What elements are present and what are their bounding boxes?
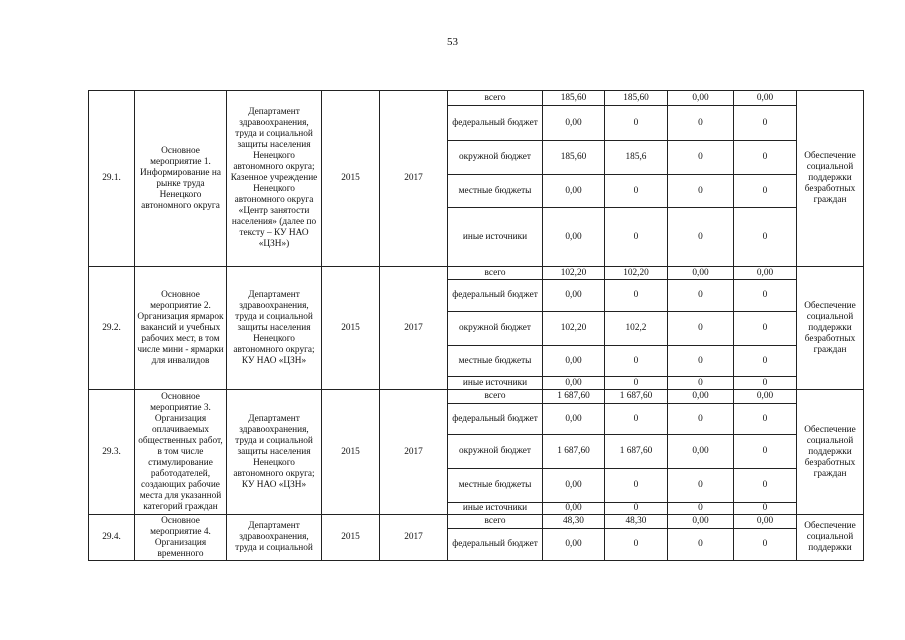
row-number: 29.4.: [89, 515, 135, 561]
measure-name: Основное мероприятие 2. Организация ярмарок вакансий и учебных рабочих мест, в том числе мини - ярмарки для инвалидов: [135, 267, 227, 390]
amount-2016: 0,00: [668, 91, 734, 106]
end-year: 2017: [380, 390, 448, 515]
amount-total: 0,00: [543, 208, 605, 267]
amount-2017: 0: [734, 377, 797, 390]
amount-2016: 0,00: [668, 435, 734, 469]
table-row: [89, 390, 864, 404]
amount-2016: 0: [668, 208, 734, 267]
amount-2015: 102,2: [605, 312, 668, 346]
amount-total: 185,60: [543, 91, 605, 106]
amount-2017: 0: [734, 208, 797, 267]
amount-total: 48,30: [543, 515, 605, 529]
amount-2016: 0: [668, 175, 734, 208]
source-name: всего: [448, 390, 543, 404]
amount-2016: 0: [668, 312, 734, 346]
source-name: иные источники: [448, 208, 543, 267]
amount-2017: 0: [734, 529, 797, 561]
amount-2017: 0,00: [734, 515, 797, 529]
amount-2016: 0,00: [668, 267, 734, 280]
amount-total: 1 687,60: [543, 390, 605, 404]
amount-2016: 0,00: [668, 390, 734, 404]
amount-total: 1 687,60: [543, 435, 605, 469]
amount-total: 102,20: [543, 312, 605, 346]
source-name: окружной бюджет: [448, 141, 543, 175]
source-name: местные бюджеты: [448, 346, 543, 377]
amount-2015: 1 687,60: [605, 390, 668, 404]
expected-result: Обеспечение социальной поддержки безработных граждан: [797, 91, 864, 267]
amount-2015: 1 687,60: [605, 435, 668, 469]
amount-2015: 0: [605, 175, 668, 208]
amount-2015: 0: [605, 404, 668, 435]
amount-2017: 0: [734, 312, 797, 346]
amount-2017: 0: [734, 106, 797, 141]
start-year: 2015: [322, 390, 380, 515]
amount-2017: 0,00: [734, 390, 797, 404]
measure-name: Основное мероприятие 4. Организация временного: [135, 515, 227, 561]
amount-2015: 0: [605, 377, 668, 390]
start-year: 2015: [322, 267, 380, 390]
amount-2016: 0: [668, 503, 734, 515]
row-number: 29.3.: [89, 390, 135, 515]
amount-total: 0,00: [543, 106, 605, 141]
source-name: федеральный бюджет: [448, 529, 543, 561]
amount-2015: 0: [605, 503, 668, 515]
amount-2015: 48,30: [605, 515, 668, 529]
expected-result: Обеспечение социальной поддержки: [797, 515, 864, 561]
end-year: 2017: [380, 515, 448, 561]
amount-2015: 102,20: [605, 267, 668, 280]
measure-name: Основное мероприятие 1. Информирование на рынке труда Ненецкого автономного округа: [135, 91, 227, 267]
table-row: [89, 515, 864, 529]
source-name: окружной бюджет: [448, 435, 543, 469]
amount-2017: 0: [734, 141, 797, 175]
amount-total: 0,00: [543, 503, 605, 515]
amount-total: 0,00: [543, 529, 605, 561]
amount-2017: 0: [734, 469, 797, 503]
expected-result: Обеспечение социальной поддержки безработных граждан: [797, 390, 864, 515]
amount-2016: 0: [668, 280, 734, 312]
start-year: 2015: [322, 91, 380, 267]
amount-2017: 0: [734, 404, 797, 435]
amount-2015: 185,60: [605, 91, 668, 106]
source-name: федеральный бюджет: [448, 106, 543, 141]
amount-2015: 0: [605, 280, 668, 312]
source-name: окружной бюджет: [448, 312, 543, 346]
amount-2015: 0: [605, 469, 668, 503]
table-row: [89, 91, 864, 106]
amount-2016: 0: [668, 529, 734, 561]
row-number: 29.1.: [89, 91, 135, 267]
amount-2016: 0: [668, 404, 734, 435]
source-name: всего: [448, 267, 543, 280]
amount-2015: 0: [605, 346, 668, 377]
amount-total: 0,00: [543, 280, 605, 312]
amount-2015: 185,6: [605, 141, 668, 175]
source-name: всего: [448, 515, 543, 529]
amount-2015: 0: [605, 106, 668, 141]
amount-total: 0,00: [543, 346, 605, 377]
amount-2016: 0,00: [668, 515, 734, 529]
executor-name: Департамент здравоохранения, труда и социальной защиты населения Ненецкого автономного округа; Казенное учреждение Ненецкого автономного округа «Центр занятости населения» (далее по тексту – КУ НАО «ЦЗН»): [227, 91, 322, 267]
amount-total: 0,00: [543, 377, 605, 390]
amount-2017: 0,00: [734, 267, 797, 280]
budget-table: [88, 90, 864, 561]
source-name: местные бюджеты: [448, 175, 543, 208]
amount-total: 0,00: [543, 469, 605, 503]
amount-2015: 0: [605, 529, 668, 561]
amount-2017: 0: [734, 175, 797, 208]
amount-2016: 0: [668, 377, 734, 390]
source-name: иные источники: [448, 503, 543, 515]
amount-total: 0,00: [543, 175, 605, 208]
end-year: 2017: [380, 91, 448, 267]
source-name: местные бюджеты: [448, 469, 543, 503]
expected-result: Обеспечение социальной поддержки безработных граждан: [797, 267, 864, 390]
amount-2016: 0: [668, 469, 734, 503]
page-number: 53: [447, 36, 458, 48]
source-name: федеральный бюджет: [448, 404, 543, 435]
executor-name: Департамент здравоохранения, труда и социальной: [227, 515, 322, 561]
executor-name: Департамент здравоохранения, труда и социальной защиты населения Ненецкого автономного округа; КУ НАО «ЦЗН»: [227, 390, 322, 515]
amount-2016: 0: [668, 106, 734, 141]
executor-name: Департамент здравоохранения, труда и социальной защиты населения Ненецкого автономного округа; КУ НАО «ЦЗН»: [227, 267, 322, 390]
amount-2017: 0: [734, 346, 797, 377]
amount-2017: 0: [734, 280, 797, 312]
amount-total: 0,00: [543, 404, 605, 435]
source-name: иные источники: [448, 377, 543, 390]
source-name: федеральный бюджет: [448, 280, 543, 312]
amount-2015: 0: [605, 208, 668, 267]
start-year: 2015: [322, 515, 380, 561]
table-row: [89, 267, 864, 280]
amount-2016: 0: [668, 346, 734, 377]
amount-total: 185,60: [543, 141, 605, 175]
measure-name: Основное мероприятие 3. Организация оплачиваемых общественных работ, в том числе стимулирование работодателей, создающих рабочие места для указанной категорий граждан: [135, 390, 227, 515]
row-number: 29.2.: [89, 267, 135, 390]
end-year: 2017: [380, 267, 448, 390]
amount-2017: 0: [734, 503, 797, 515]
amount-2017: 0: [734, 435, 797, 469]
amount-2017: 0,00: [734, 91, 797, 106]
amount-2016: 0: [668, 141, 734, 175]
source-name: всего: [448, 91, 543, 106]
amount-total: 102,20: [543, 267, 605, 280]
